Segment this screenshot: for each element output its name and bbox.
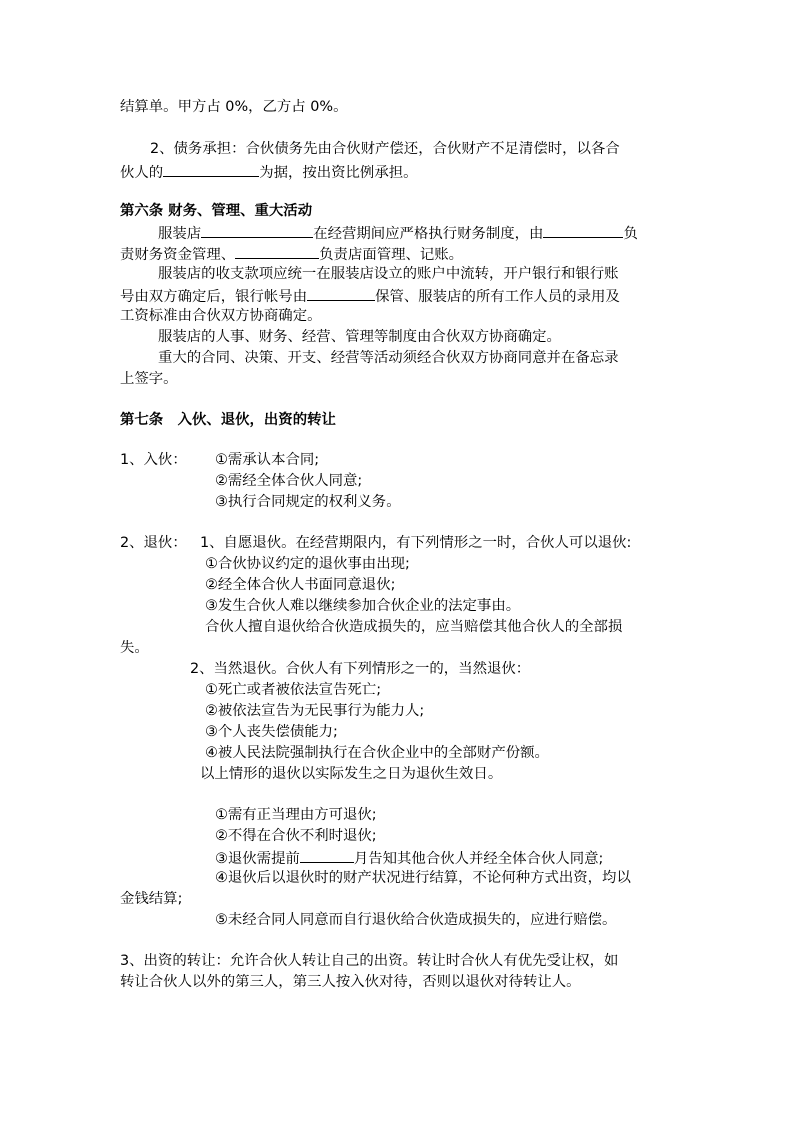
text: 重大的合同、决策、开支、经营等活动须经合伙双方协商同意并在备忘录 [158,350,619,366]
text: ③发生合伙人难以继续参加合伙企业的法定事由。 [205,598,521,614]
text-line [158,327,561,348]
text: ①死亡或者被依法宣告死亡; [205,682,382,698]
text-line [150,139,620,160]
text-line [158,222,638,245]
text: 失。 [120,640,149,656]
text: 月告知其他合伙人并经全体合伙人同意; [353,851,604,867]
text-line [200,533,631,554]
text-line [120,285,620,308]
text: 工资标准由合伙双方协商确定。 [120,308,322,324]
text-line [215,805,377,826]
text-line [215,450,319,471]
text: ①需有正当理由方可退伙; [215,807,377,823]
text-line [120,951,618,972]
text-line [215,471,362,492]
text: 服装店的人事、财务、经营、管理等制度由合伙双方协商确定。 [158,329,561,345]
text-line [120,638,149,659]
text-line [215,910,616,931]
text: ③退伙需提前 [215,851,300,867]
text: 保管、服装店的所有工作人员的录用及 [375,289,620,305]
text: 服装店 [158,226,202,242]
text: 号由双方确定后，银行帐号由 [120,289,308,305]
text: 以上情形的退伙以实际发生之日为退伙生效日。 [200,766,503,782]
text-line [215,847,603,870]
text: ②经全体合伙人书面同意退伙; [205,577,396,593]
text-line [205,701,424,722]
section-heading [120,201,312,222]
heading-text: 第七条 入伙、退伙，出资的转让 [120,412,336,428]
text: ④被人民法院强制执行在合伙企业中的全部财产份额。 [205,745,549,761]
text: 3、出资的转让：允许合伙人转让自己的出资。转让时合伙人有优先受让权，如 [120,953,619,969]
text: 2、债务承担：合伙债务先由合伙财产偿还，合伙财产不足清偿时，以各合 [150,141,620,157]
fill-blank [163,161,259,177]
text: 转让合伙人以外的第三人，第三人按入伙对待，否则以退伙对待转让人。 [120,974,581,990]
text: ②被依法宣告为无民事行为能力人; [205,703,425,719]
fill-blank [300,847,354,863]
text-line [120,972,581,993]
fill-blank [307,285,375,301]
text-line [205,722,338,743]
text-line [120,306,321,327]
text-line [205,554,410,575]
text: 合伙人擅自退伙给合伙造成损失的，应当赔偿其他合伙人的全部损 [205,619,623,635]
text-line [205,680,381,701]
text-line [215,868,631,889]
heading-text: 第六条 财务、管理、重大活动 [120,203,313,219]
text: 上签字。 [120,371,178,387]
text: 在经营期间应严格执行财务制度，由 [313,226,544,242]
text: ②不得在合伙不利时退伙; [215,828,377,844]
fill-blank [543,222,623,238]
text: 为据，按出资比例承担。 [259,165,418,181]
text-line [120,889,182,910]
fill-blank [201,222,313,238]
text: 负责店面管理、记账。 [319,247,464,263]
text: ④退伙后以退伙时的财产状况进行结算，不论何种方式出资，均以 [215,870,631,886]
text-line [200,764,502,785]
text-line [215,826,377,847]
text-line [205,596,520,617]
text: 金钱结算; [120,891,183,907]
text-line [190,659,530,680]
text: 伙人的 [120,165,164,181]
text-line [158,348,619,369]
text: 1、自愿退伙。在经营期限内，有下列情形之一时，合伙人可以退伙: [200,535,632,551]
text-line [120,369,178,390]
text-line [120,533,187,554]
text: 2、当然退伙。合伙人有下列情形之一的，当然退伙： [190,661,531,677]
text-line [120,161,418,184]
text: 负 [623,226,638,242]
fill-blank [235,243,319,259]
text: ③个人丧失偿债能力; [205,724,338,740]
text-line [120,450,187,471]
text-line [205,575,395,596]
text: 服装店的收支款项应统一在服装店设立的账户中流转，开户银行和银行账 [158,266,619,282]
text-line [205,617,622,638]
text: ②需经全体合伙人同意; [215,473,363,489]
text: ①合伙协议约定的退伙事由出现; [205,556,410,572]
section-heading [120,410,336,431]
text-line [120,243,463,266]
text: 1、入伙： [120,452,187,468]
text: ⑤未经合同人同意而自行退伙给合伙造成损失的，应进行赔偿。 [215,912,617,928]
text: ①需承认本合同; [215,452,320,468]
text: ③执行合同规定的权利义务。 [215,494,401,510]
text: 责财务资金管理、 [120,247,236,263]
text-line [158,264,619,285]
text-line [205,743,549,764]
text: 2、退伙： [120,535,187,551]
text: 结算单。甲方占 0%，乙方占 0%。 [120,99,348,115]
text-line [120,97,348,118]
text-line [215,492,401,513]
